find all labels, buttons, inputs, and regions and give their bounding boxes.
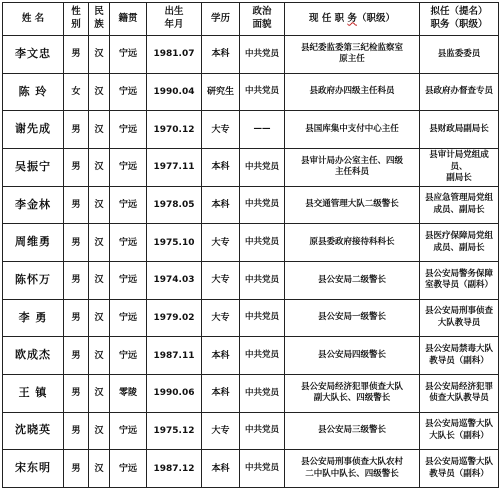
cell-gender: 男 bbox=[64, 412, 89, 450]
cell-origin: 宁远 bbox=[110, 186, 147, 224]
cell-birth: 1979.02 bbox=[147, 299, 202, 337]
header-current-prefix: 现 任 职 bbox=[309, 12, 348, 24]
cell-current-position: 原县委政府接待科科长 bbox=[285, 224, 420, 262]
cell-proposed-position: 县政府办督查专员 bbox=[420, 73, 499, 111]
table-row bbox=[3, 450, 499, 488]
cell-birth: 1977.11 bbox=[147, 148, 202, 186]
cell-name: 沈晓英 bbox=[3, 412, 64, 450]
cell-name: 宋东明 bbox=[3, 450, 64, 488]
cell-origin: 零陵 bbox=[110, 374, 147, 412]
cell-political: 中共党员 bbox=[240, 299, 285, 337]
cell-ethnicity: 汉 bbox=[89, 450, 110, 488]
cell-gender: 男 bbox=[64, 36, 89, 74]
cell-current-position: 县公安局三级警长 bbox=[285, 412, 420, 450]
cell-name: 李 勇 bbox=[3, 299, 64, 337]
cell-gender: 男 bbox=[64, 374, 89, 412]
cell-birth: 1974.03 bbox=[147, 261, 202, 299]
cell-gender: 男 bbox=[64, 299, 89, 337]
cell-origin: 宁远 bbox=[110, 450, 147, 488]
table-row bbox=[3, 73, 499, 111]
cell-ethnicity: 汉 bbox=[89, 36, 110, 74]
cell-education: 大专 bbox=[202, 261, 240, 299]
cell-political: 中共党员 bbox=[240, 374, 285, 412]
cell-political: 中共党员 bbox=[240, 36, 285, 74]
cell-gender: 女 bbox=[64, 73, 89, 111]
header-origin: 籍贯 bbox=[110, 3, 147, 36]
cell-gender: 男 bbox=[64, 224, 89, 262]
cell-name: 谢先成 bbox=[3, 111, 64, 149]
cell-birth: 1987.12 bbox=[147, 450, 202, 488]
cell-education: 本科 bbox=[202, 36, 240, 74]
cell-current-position: 县纪委监委第三纪检监察室 原主任 bbox=[285, 36, 420, 74]
cell-ethnicity: 汉 bbox=[89, 299, 110, 337]
cell-proposed-position: 县公安局巡警大队 教导员（副科） bbox=[420, 450, 499, 488]
cell-political: —— bbox=[240, 111, 285, 149]
cell-education: 本科 bbox=[202, 374, 240, 412]
table-row bbox=[3, 224, 499, 262]
cell-current-position: 县公安局二级警长 bbox=[285, 261, 420, 299]
table-row bbox=[3, 374, 499, 412]
cell-birth: 1987.11 bbox=[147, 337, 202, 375]
cell-education: 本科 bbox=[202, 450, 240, 488]
cell-proposed-position: 县审计局党组成员、 副局长 bbox=[420, 148, 499, 186]
cell-political: 中共党员 bbox=[240, 148, 285, 186]
header-name: 姓 名 bbox=[3, 3, 64, 36]
cell-gender: 男 bbox=[64, 337, 89, 375]
cell-birth: 1981.07 bbox=[147, 36, 202, 74]
table-row bbox=[3, 261, 499, 299]
cell-name: 周维勇 bbox=[3, 224, 64, 262]
cell-birth: 1975.12 bbox=[147, 412, 202, 450]
cell-origin: 宁远 bbox=[110, 337, 147, 375]
table-row bbox=[3, 186, 499, 224]
cell-birth: 1978.05 bbox=[147, 186, 202, 224]
cell-gender: 男 bbox=[64, 148, 89, 186]
cell-education: 本科 bbox=[202, 186, 240, 224]
cell-political: 中共党员 bbox=[240, 337, 285, 375]
cell-origin: 宁远 bbox=[110, 299, 147, 337]
cell-origin: 宁远 bbox=[110, 111, 147, 149]
header-gender: 性 别 bbox=[64, 3, 89, 36]
cell-origin: 宁远 bbox=[110, 148, 147, 186]
header-current-mark: 务 bbox=[347, 12, 357, 24]
cell-gender: 男 bbox=[64, 111, 89, 149]
cell-current-position: 县国库集中支付中心主任 bbox=[285, 111, 420, 149]
cell-ethnicity: 汉 bbox=[89, 224, 110, 262]
cell-birth: 1975.10 bbox=[147, 224, 202, 262]
cell-proposed-position: 县公安局禁毒大队 教导员（副科） bbox=[420, 337, 499, 375]
cell-name: 李金林 bbox=[3, 186, 64, 224]
cell-proposed-position: 县应急管理局党组 成员、副局长 bbox=[420, 186, 499, 224]
table-row bbox=[3, 412, 499, 450]
cell-political: 中共党员 bbox=[240, 224, 285, 262]
header-ethnicity: 民 族 bbox=[89, 3, 110, 36]
cell-name: 陈怀万 bbox=[3, 261, 64, 299]
cell-education: 大专 bbox=[202, 224, 240, 262]
cell-current-position: 县审计局办公室主任、四级 主任科员 bbox=[285, 148, 420, 186]
header-political: 政治 面貌 bbox=[240, 3, 285, 36]
header-birth: 出生 年月 bbox=[147, 3, 202, 36]
cell-ethnicity: 汉 bbox=[89, 374, 110, 412]
cell-origin: 宁远 bbox=[110, 261, 147, 299]
cell-political: 中共党员 bbox=[240, 186, 285, 224]
cell-name: 王 镇 bbox=[3, 374, 64, 412]
cell-education: 大专 bbox=[202, 111, 240, 149]
cell-gender: 男 bbox=[64, 261, 89, 299]
cell-education: 本科 bbox=[202, 148, 240, 186]
cell-birth: 1990.04 bbox=[147, 73, 202, 111]
cell-ethnicity: 汉 bbox=[89, 337, 110, 375]
table-row bbox=[3, 111, 499, 149]
cell-education: 大专 bbox=[202, 299, 240, 337]
cell-name: 李文忠 bbox=[3, 36, 64, 74]
cell-proposed-position: 县公安局经济犯罪 侦查大队教导员 bbox=[420, 374, 499, 412]
header-row bbox=[3, 3, 499, 36]
cell-origin: 宁远 bbox=[110, 412, 147, 450]
cell-name: 欧成杰 bbox=[3, 337, 64, 375]
table-row bbox=[3, 148, 499, 186]
header-current-position bbox=[285, 3, 420, 36]
cell-current-position: 县交通管理大队二级警长 bbox=[285, 186, 420, 224]
cell-education: 本科 bbox=[202, 337, 240, 375]
cell-birth: 1990.06 bbox=[147, 374, 202, 412]
cell-proposed-position: 县公安局警务保障 室教导员（副科） bbox=[420, 261, 499, 299]
cell-origin: 宁远 bbox=[110, 224, 147, 262]
cell-proposed-position: 县公安局巡警大队 大队长（副科） bbox=[420, 412, 499, 450]
cell-name: 陈 玲 bbox=[3, 73, 64, 111]
cell-origin: 宁远 bbox=[110, 73, 147, 111]
cell-current-position: 县公安局四级警长 bbox=[285, 337, 420, 375]
header-education: 学历 bbox=[202, 3, 240, 36]
table-row bbox=[3, 337, 499, 375]
cell-political: 中共党员 bbox=[240, 73, 285, 111]
cell-ethnicity: 汉 bbox=[89, 111, 110, 149]
cell-education: 大专 bbox=[202, 412, 240, 450]
cell-current-position: 县公安局经济犯罪侦查大队 副大队长、四级警长 bbox=[285, 374, 420, 412]
cell-current-position: 县公安局刑事侦查大队农村 二中队中队长、四级警长 bbox=[285, 450, 420, 488]
cell-birth: 1970.12 bbox=[147, 111, 202, 149]
cell-political: 中共党员 bbox=[240, 412, 285, 450]
cell-name: 吴振宁 bbox=[3, 148, 64, 186]
header-proposed: 拟任（提名） 职务（职级） bbox=[420, 3, 499, 36]
header-current-suffix: （职级） bbox=[356, 12, 395, 24]
cell-political: 中共党员 bbox=[240, 261, 285, 299]
cell-current-position: 县公安局一级警长 bbox=[285, 299, 420, 337]
cell-ethnicity: 汉 bbox=[89, 412, 110, 450]
appointment-table bbox=[2, 2, 499, 488]
cell-current-position: 县政府办四级主任科员 bbox=[285, 73, 420, 111]
cell-ethnicity: 汉 bbox=[89, 261, 110, 299]
table-row bbox=[3, 299, 499, 337]
cell-proposed-position: 县财政局副局长 bbox=[420, 111, 499, 149]
cell-education: 研究生 bbox=[202, 73, 240, 111]
cell-gender: 男 bbox=[64, 186, 89, 224]
cell-gender: 男 bbox=[64, 450, 89, 488]
cell-ethnicity: 汉 bbox=[89, 186, 110, 224]
cell-ethnicity: 汉 bbox=[89, 73, 110, 111]
cell-origin: 宁远 bbox=[110, 36, 147, 74]
cell-ethnicity: 汉 bbox=[89, 148, 110, 186]
cell-proposed-position: 县医疗保障局党组 成员、副局长 bbox=[420, 224, 499, 262]
table-body bbox=[3, 36, 499, 488]
cell-proposed-position: 县监委委员 bbox=[420, 36, 499, 74]
cell-political: 中共党员 bbox=[240, 450, 285, 488]
cell-proposed-position: 县公安局刑事侦查 大队教导员 bbox=[420, 299, 499, 337]
table-row bbox=[3, 36, 499, 74]
